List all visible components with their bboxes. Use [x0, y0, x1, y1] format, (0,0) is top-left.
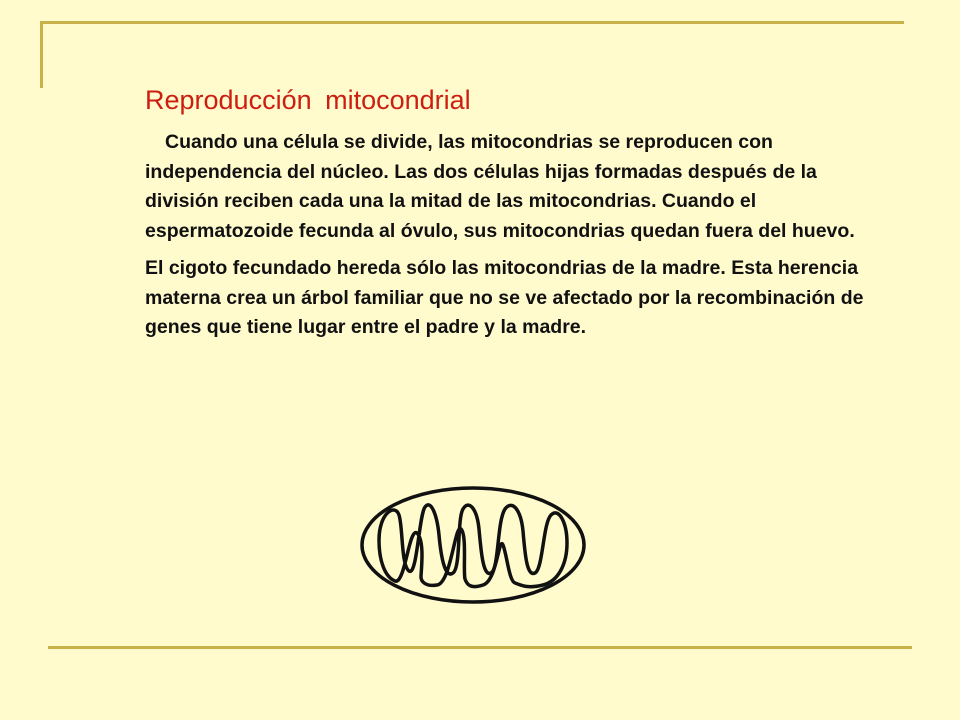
paragraph-cell-division: Cuando una célula se divide, las mitocondrias se reproducen con independencia del núcleo. Las dos células hijas formadas después de la división reciben cada una la mitad de las mitocondrias. Cuando el espermatozoide fecunda al óvulo, sus mitocondrias quedan fuera del huevo. — [145, 131, 855, 242]
top-border-line — [40, 21, 904, 24]
mitochondrion-icon — [359, 485, 587, 605]
slide-title: Reproducción mitocondrial — [145, 85, 471, 115]
left-border-line — [40, 21, 43, 88]
inner-membrane-cristae — [379, 505, 567, 587]
bottom-border-line — [48, 646, 912, 649]
paragraph-maternal-inheritance: El cigoto fecundado hereda sólo las mitocondrias de la madre. Esta herencia materna crea un árbol familiar que no se ve afectado por la recombinación de genes que tiene lugar entre el padre y la madre. — [145, 257, 864, 338]
slide-content — [145, 82, 865, 351]
